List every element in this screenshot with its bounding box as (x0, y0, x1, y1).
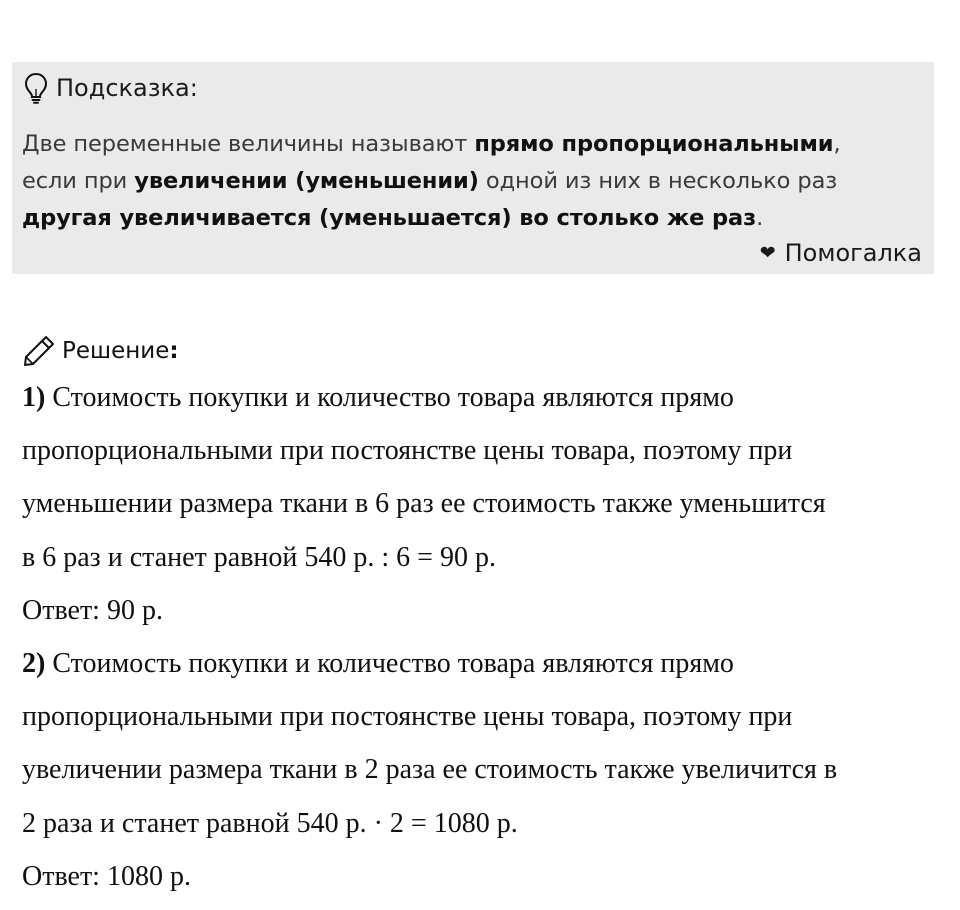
part1-line: пропорциональными при постоянстве цены товара, поэтому при (22, 435, 793, 467)
hint-result-bold: другая увеличивается (уменьшается) во столько же раз (22, 205, 757, 231)
part2-line: 2 раза и станет равной 540 р. · 2 = 1080 р. (22, 807, 518, 839)
part1-answer: Ответ: 90 р. (22, 594, 163, 626)
part2-number: 2) (22, 648, 46, 680)
brand-credit (760, 239, 922, 267)
part1-line: 1) Стоимость покупки и количество товара являются прямо (22, 382, 734, 413)
lightbulb-icon (24, 72, 48, 104)
hint-condition-bold: увеличении (уменьшении) (134, 168, 479, 194)
hint-header (24, 72, 198, 104)
pencil-icon (22, 334, 56, 368)
part2-answer: Ответ: 1080 р. (22, 860, 191, 892)
part1-line: в 6 раз и станет равной 540 р. : 6 = 90 р. (22, 541, 496, 573)
hint-box (12, 62, 934, 274)
part2-line: увеличении размера ткани в 2 раза ее стоимость также увеличится в (22, 754, 838, 786)
part1-line: уменьшении размера ткани в 6 раз ее стоимость также уменьшится (22, 488, 826, 520)
part2-line: 2) Стоимость покупки и количество товара являются прямо (22, 648, 734, 680)
hint-term-bold: прямо пропорциональными (474, 131, 834, 157)
part1-number: 1) (22, 382, 46, 413)
solution-title: Решение: (62, 338, 179, 364)
solution-body (22, 371, 942, 903)
hint-text: Две переменные величины называют прямо пропорциональными, если при увеличении (уменьшении) одной из них в несколько раз другая увеличивается (уменьшается) во столько же раз. (22, 131, 841, 231)
part2-line: пропорциональными при постоянстве цены товара, поэтому при (22, 701, 793, 733)
heart-icon: ❤ (759, 241, 776, 264)
brand-name: Помогалка (784, 239, 922, 267)
solution-header (22, 334, 179, 368)
hint-title: Подсказка: (56, 74, 198, 102)
